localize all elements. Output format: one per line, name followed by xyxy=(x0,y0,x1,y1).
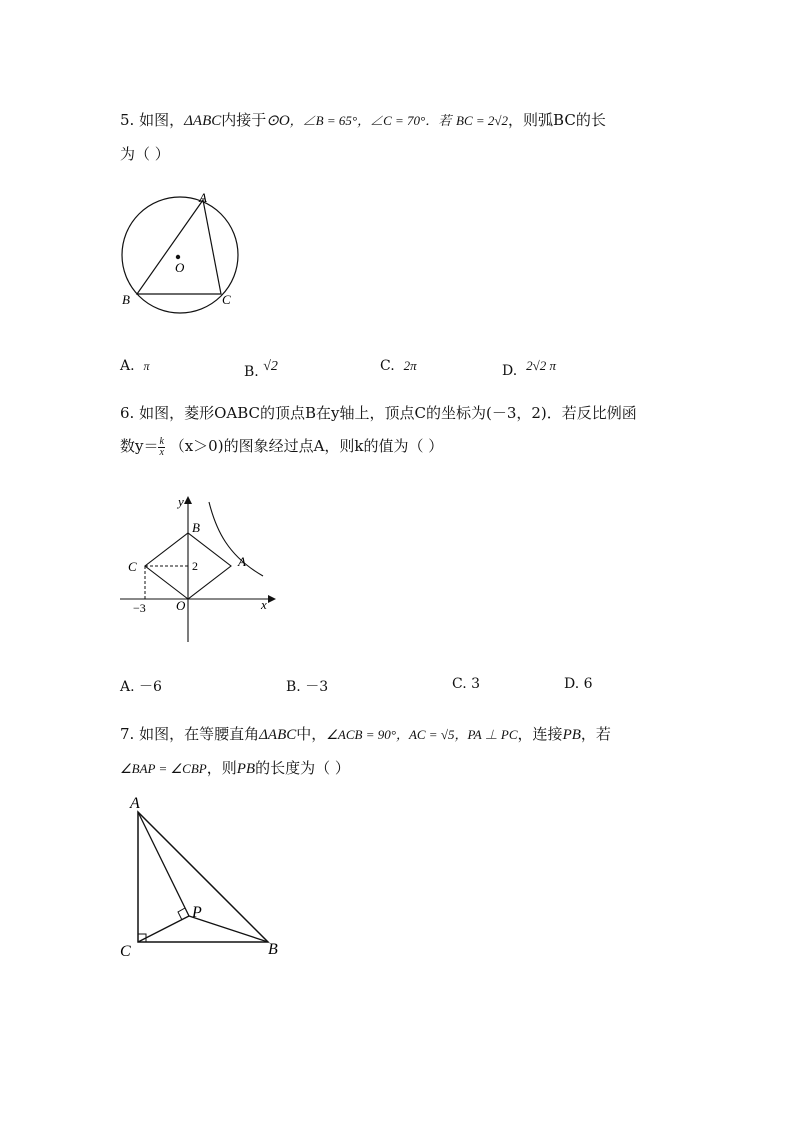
q6-y-arrow xyxy=(184,496,192,504)
q5-triangle: ΔABC xyxy=(184,113,222,129)
question-6 xyxy=(120,397,690,463)
q6-label-C: C xyxy=(128,559,137,574)
q5-circle xyxy=(122,197,238,313)
q5-option-c[interactable]: C. 2π xyxy=(380,358,417,374)
q6-number: 6. xyxy=(120,404,135,422)
q7-pb: PB xyxy=(562,727,581,743)
q7-text-3: ，连接 xyxy=(517,725,563,743)
q5-circle-o: ⊙O xyxy=(266,113,290,129)
q7-label-A: A xyxy=(130,795,140,812)
q6-label-B: B xyxy=(192,520,200,535)
q7-text-2: 中， xyxy=(296,725,327,743)
q5-text-1: 如图， xyxy=(139,111,185,129)
q6-x-arrow xyxy=(268,595,276,603)
q5-label-A: A xyxy=(199,190,207,205)
question-7 xyxy=(120,718,690,786)
q7-label-P: P xyxy=(192,904,202,921)
q6-hyperbola xyxy=(209,502,263,576)
q7-text-1: 如图，在等腰直角 xyxy=(139,725,260,743)
q6-line-2b: （x＞0)的图象经过点A，则k的值为（ ） xyxy=(169,437,444,455)
q5-label-C: C xyxy=(222,292,231,307)
q6-option-c[interactable]: C. 3 xyxy=(452,676,481,692)
q6-line-2a: 数y＝ xyxy=(120,437,159,455)
q7-conditions: ∠ACB = 90°，AC = √5，PA ⊥ PC xyxy=(326,727,518,742)
q7-text-5: ，则 xyxy=(206,759,237,777)
q6-label-y: y xyxy=(178,494,184,509)
q7-pb-2: PB xyxy=(236,761,256,777)
q7-label-C: C xyxy=(120,943,131,960)
q7-number: 7. xyxy=(120,725,135,743)
q5-option-a[interactable]: A. π xyxy=(120,358,150,374)
q7-text-4: ，若 xyxy=(580,725,611,743)
q7-figure xyxy=(115,790,295,965)
question-5 xyxy=(120,104,680,171)
q7-conditions-2: ∠BAP = ∠CBP xyxy=(120,761,207,776)
q7-text-6: 的长度为（ ） xyxy=(255,759,350,777)
q6-option-d[interactable]: D. 6 xyxy=(564,676,593,692)
q5-label-O: O xyxy=(175,260,185,275)
q5-label-B: B xyxy=(122,292,130,307)
q6-line-1: 如图，菱形OABC的顶点B在y轴上，顶点C的坐标为(－3，2)．若反比例函 xyxy=(139,404,637,422)
q6-option-b[interactable]: B. －3 xyxy=(286,679,329,695)
q7-triangle-shape xyxy=(138,812,268,942)
q7-segment-AP xyxy=(138,812,189,916)
q6-label-x: x xyxy=(261,597,267,612)
q5-option-d[interactable]: D. 2√2 π xyxy=(502,358,556,379)
q5-bc-length: BC = 2√2 xyxy=(456,113,509,128)
q6-option-a[interactable]: A. －6 xyxy=(120,679,162,695)
q5-center-dot xyxy=(176,255,180,259)
q5-number: 5. xyxy=(120,111,135,129)
q5-triangle-shape xyxy=(137,200,221,294)
q7-label-B: B xyxy=(268,941,278,958)
q5-figure xyxy=(110,185,250,315)
q5-angles: ，∠B = 65°，∠C = 70°．若 xyxy=(289,113,452,128)
q5-text-4: 为（ ） xyxy=(120,145,170,163)
q6-label-2: 2 xyxy=(192,559,198,573)
q6-label-A: A xyxy=(238,554,246,569)
q5-text-3: ，则弧BC的长 xyxy=(508,111,606,129)
q6-label-neg3: −3 xyxy=(133,601,146,615)
q6-fraction: $\frac{k}{x}$ xyxy=(159,435,164,458)
q6-figure xyxy=(110,490,285,645)
q7-triangle: ΔABC xyxy=(259,727,297,743)
q5-option-b[interactable]: B. √2 xyxy=(244,359,278,380)
q6-label-O: O xyxy=(176,598,186,613)
q5-text-2: 内接于 xyxy=(221,111,267,129)
